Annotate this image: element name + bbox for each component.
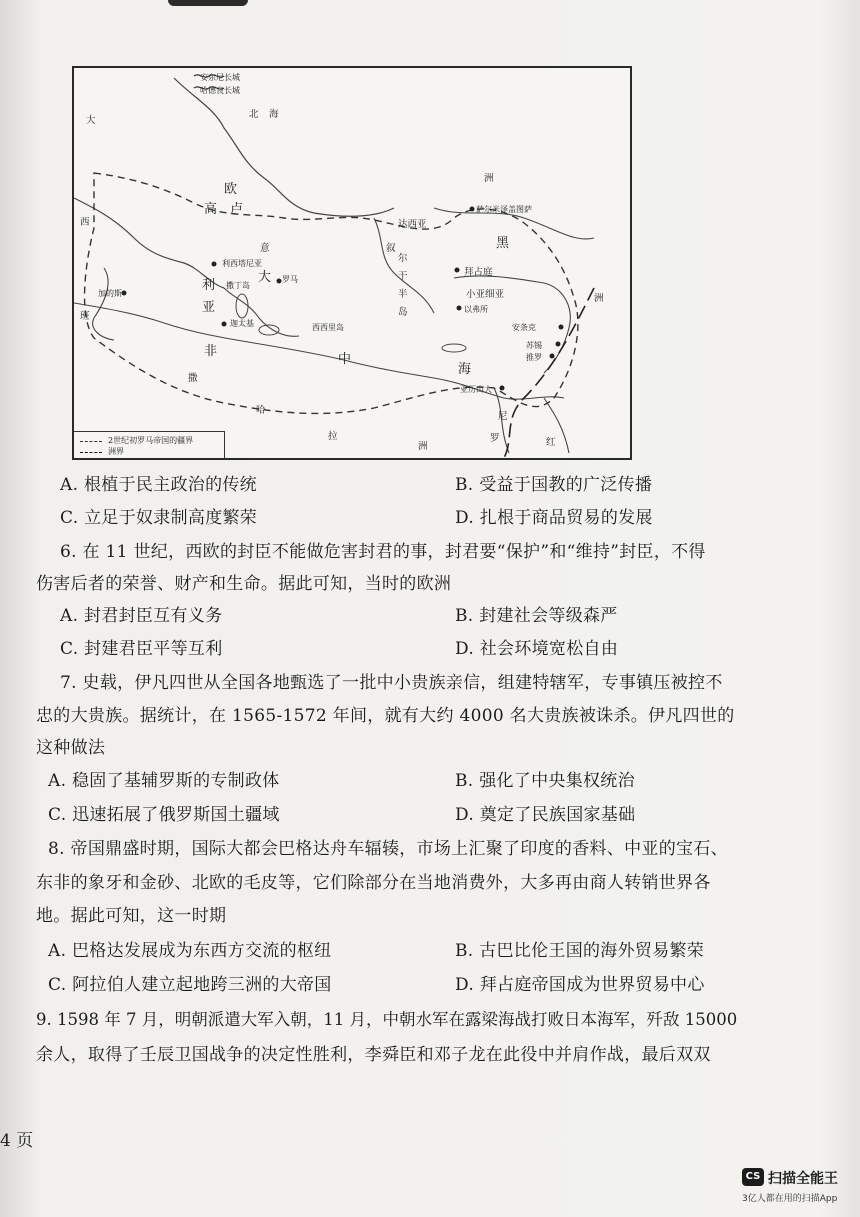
map-legend xyxy=(74,431,225,458)
legend-item-boundary: 洲界 xyxy=(80,446,124,457)
q5-option-c: C. 立足于奴隶制高度繁荣 xyxy=(60,508,258,528)
map-label: 洲 xyxy=(484,173,494,184)
city-dot xyxy=(550,354,555,359)
city-dot xyxy=(457,306,462,311)
map-label: 红 xyxy=(546,437,556,448)
map-label: 亚历山大 xyxy=(460,385,492,394)
city-dot xyxy=(500,386,505,391)
map-label: 亚 xyxy=(202,300,216,315)
map-label: 欧 xyxy=(224,182,238,197)
map-label: 非 xyxy=(204,344,218,359)
map-label: 加的斯 xyxy=(98,289,122,298)
map-label: 拜占庭 xyxy=(464,267,493,278)
q8-stem-line3: 地。据此可知，这一时期 xyxy=(36,906,227,926)
legend-item-border: 2世纪初罗马帝国的疆界 xyxy=(80,435,193,446)
q8-option-c: C. 阿拉伯人建立起地跨三洲的大帝国 xyxy=(48,975,332,995)
historical-map xyxy=(72,66,632,460)
page-number: 4 页 xyxy=(0,1131,34,1151)
legend-antonine-wall: 安东尼长城 xyxy=(200,73,240,82)
map-label: 半 xyxy=(398,289,408,300)
map-label: 班 xyxy=(80,311,90,322)
q7-option-a: A. 稳固了基辅罗斯的专制政体 xyxy=(48,771,280,791)
map-label: 尼 xyxy=(498,411,508,422)
map-label: 推罗 xyxy=(526,353,542,362)
q8-option-a: A. 巴格达发展成为东西方交流的枢纽 xyxy=(48,941,332,961)
q6-stem-line1: 6. 在 11 世纪，西欧的封臣不能做危害封君的事，封君要“保护”和“维持”封臣，不得 xyxy=(60,542,706,562)
map-label: 海 xyxy=(458,362,472,377)
city-dot xyxy=(277,279,282,284)
city-dot xyxy=(222,322,227,327)
map-label: 黑 xyxy=(496,236,510,251)
map-label: 叙 xyxy=(386,243,396,254)
map-label: 撒丁岛 xyxy=(226,281,250,290)
q7-option-b: B. 强化了中央集权统治 xyxy=(455,771,635,791)
legend-hadrian-wall: 哈德良长城 xyxy=(200,86,240,95)
map-label: 尔 xyxy=(398,253,408,264)
map-label: 西西里岛 xyxy=(312,323,344,332)
map-label: 萨尔米泽盖图萨 xyxy=(476,205,532,214)
map-label: 中 xyxy=(338,352,352,367)
map-label: 意 xyxy=(260,243,270,254)
map-label: 岛 xyxy=(398,307,408,318)
q8-stem-line1: 8. 帝国鼎盛时期，国际大都会巴格达舟车辐辏，市场上汇聚了印度的香料、中亚的宝石、 xyxy=(48,839,728,859)
q7-stem-line3: 这种做法 xyxy=(36,738,106,758)
q8-option-b: B. 古巴比伦王国的海外贸易繁荣 xyxy=(455,941,705,961)
q5-option-d: D. 扎根于商品贸易的发展 xyxy=(455,508,653,528)
scanner-app-tagline: 3亿人都在用的扫描App xyxy=(742,1194,838,1204)
map-label: 达西亚 xyxy=(398,219,427,230)
map-label: 迦太基 xyxy=(230,319,254,328)
q5-option-b: B. 受益于国教的广泛传播 xyxy=(455,475,653,495)
camscanner-logo-icon: CS xyxy=(742,1168,764,1186)
map-label: 大 xyxy=(86,115,96,126)
dashed-line-icon xyxy=(80,441,102,442)
map-label: 哈 xyxy=(256,405,266,416)
q6-option-d: D. 社会环境宽松自由 xyxy=(455,639,619,659)
q7-stem-line1: 7. 史载，伊凡四世从全国各地甄选了一批中小贵族亲信，组建特辖军，专事镇压被控不 xyxy=(60,673,723,693)
q6-option-c: C. 封建君臣平等互利 xyxy=(60,639,223,659)
q6-stem-line2: 伤害后者的荣誉、财产和生命。据此可知，当时的欧洲 xyxy=(36,574,452,594)
q7-option-c: C. 迅速拓展了俄罗斯国土疆域 xyxy=(48,805,280,825)
city-dot xyxy=(122,291,127,296)
boundary-line-icon xyxy=(80,452,102,453)
map-label: 高 xyxy=(204,202,218,217)
map-label: 以弗所 xyxy=(464,305,488,314)
q5-option-a: A. 根植于民主政治的传统 xyxy=(60,475,257,495)
q8-option-d: D. 拜占庭帝国成为世界贸易中心 xyxy=(455,975,705,995)
map-drawing xyxy=(74,68,630,458)
q9-stem-line2: 余人，取得了壬辰卫国战争的决定性胜利，李舜臣和邓子龙在此役中并肩作战，最后双双 xyxy=(36,1045,711,1065)
scanner-app-name: 扫描全能王 xyxy=(768,1171,838,1187)
city-dot xyxy=(470,207,475,212)
map-label: 西 xyxy=(80,217,90,228)
map-label: 洲 xyxy=(418,441,428,452)
map-label: 海 xyxy=(269,109,279,120)
city-dot xyxy=(212,262,217,267)
city-dot xyxy=(455,268,460,273)
q7-option-d: D. 奠定了民族国家基础 xyxy=(455,805,636,825)
map-label: 利 xyxy=(202,278,216,293)
q6-option-a: A. 封君封臣互有义务 xyxy=(60,606,223,626)
map-label: 卢 xyxy=(230,202,244,217)
map-label: 小亚细亚 xyxy=(466,289,505,300)
map-label: 苏锡 xyxy=(526,341,542,350)
map-label: 撒 xyxy=(188,373,198,384)
city-dot xyxy=(556,342,561,347)
map-label: 利西塔尼亚 xyxy=(222,259,262,268)
map-label: 洲 xyxy=(594,293,604,304)
binding-mark xyxy=(168,0,248,6)
map-label: 拉 xyxy=(328,431,338,442)
q6-option-b: B. 封建社会等级森严 xyxy=(455,606,618,626)
map-label: 大 xyxy=(258,270,272,285)
q9-stem-line1: 9. 1598 年 7 月，明朝派遣大军入朝，11 月，中朝水军在露梁海战打败日本海军，歼敌 15000 xyxy=(36,1010,738,1029)
map-label: 罗马 xyxy=(282,275,298,284)
city-dot xyxy=(559,325,564,330)
map-label: 干 xyxy=(398,271,408,282)
map-label: 北 xyxy=(249,109,259,120)
q8-stem-line2: 东非的象牙和金砂、北欧的毛皮等，它们除部分在当地消费外，大多再由商人转销世界各 xyxy=(36,873,711,893)
q7-stem-line2: 忠的大贵族。据统计，在 1565-1572 年间，就有大约 4000 名大贵族被诛杀。伊凡四世的 xyxy=(36,706,735,726)
map-label: 安条克 xyxy=(512,323,536,332)
map-label: 罗 xyxy=(490,433,500,444)
